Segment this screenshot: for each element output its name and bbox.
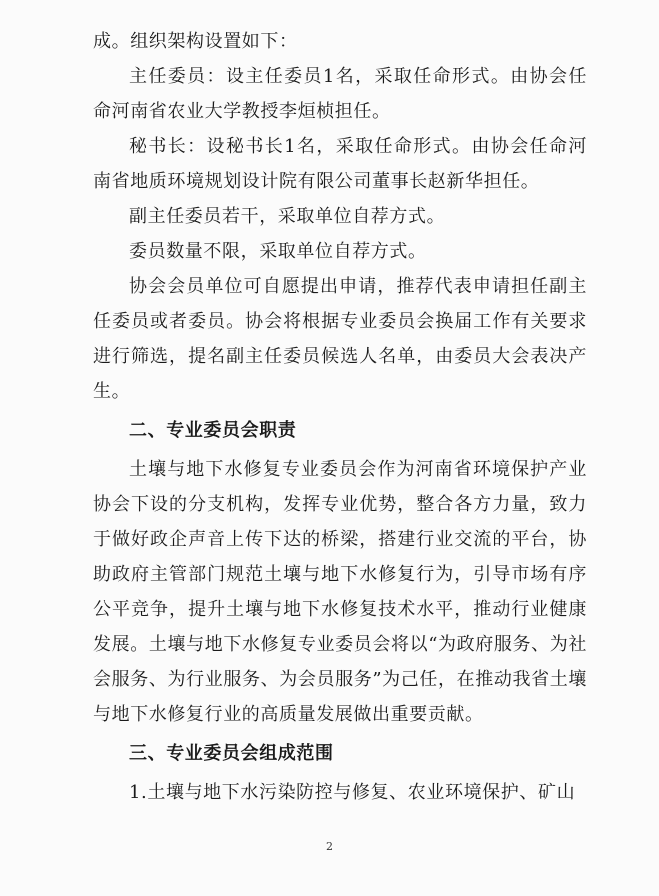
- document-body: [93, 24, 587, 810]
- page-number: 2: [326, 840, 333, 853]
- paragraph-vice-chair: 副主任委员若干，采取单位自荐方式。: [129, 206, 446, 227]
- paragraph-secretary: 秘书长：设秘书长1名，采取任命形式。由协会任命河南省地质环境规划设计院有限公司董事长赵新华担任。: [93, 136, 587, 192]
- paragraph-continuation: 成。组织架构设置如下：: [93, 31, 298, 52]
- section-heading-duties: 二、专业委员会职责: [129, 420, 297, 441]
- section-heading-scope: 三、专业委员会组成范围: [129, 743, 334, 764]
- paragraph-chair: 主任委员：设主任委员1名，采取任命形式。由协会任命河南省农业大学教授李烜桢担任。: [93, 66, 587, 122]
- paragraph-scope-item-1: 1.土壤与地下水污染防控与修复、农业环境保护、矿山: [129, 782, 576, 803]
- paragraph-duties: 土壤与地下水修复专业委员会作为河南省环境保护产业协会下设的分支机构，发挥专业优势，整合各方力量，致力于做好政企声音上传下达的桥梁，搭建行业交流的平台，协助政府主管部门规范土壤与地下水修复行为，引导市场有序公平竞争，提升土壤与地下水修复技术水平，推动行业健康发展。土壤与地下水修复专业委员会将以“为政府服务、为社会服务、为行业服务、为会员服务”为己任，在推动我省土壤与地下水修复行业的高质量发展做出重要贡献。: [93, 459, 587, 725]
- paragraph-members: 委员数量不限，采取单位自荐方式。: [129, 241, 427, 262]
- paragraph-application: 协会会员单位可自愿提出申请，推荐代表申请担任副主任委员或者委员。协会将根据专业委员会换届工作有关要求进行筛选，提名副主任委员候选人名单，由委员大会表决产生。: [93, 276, 587, 402]
